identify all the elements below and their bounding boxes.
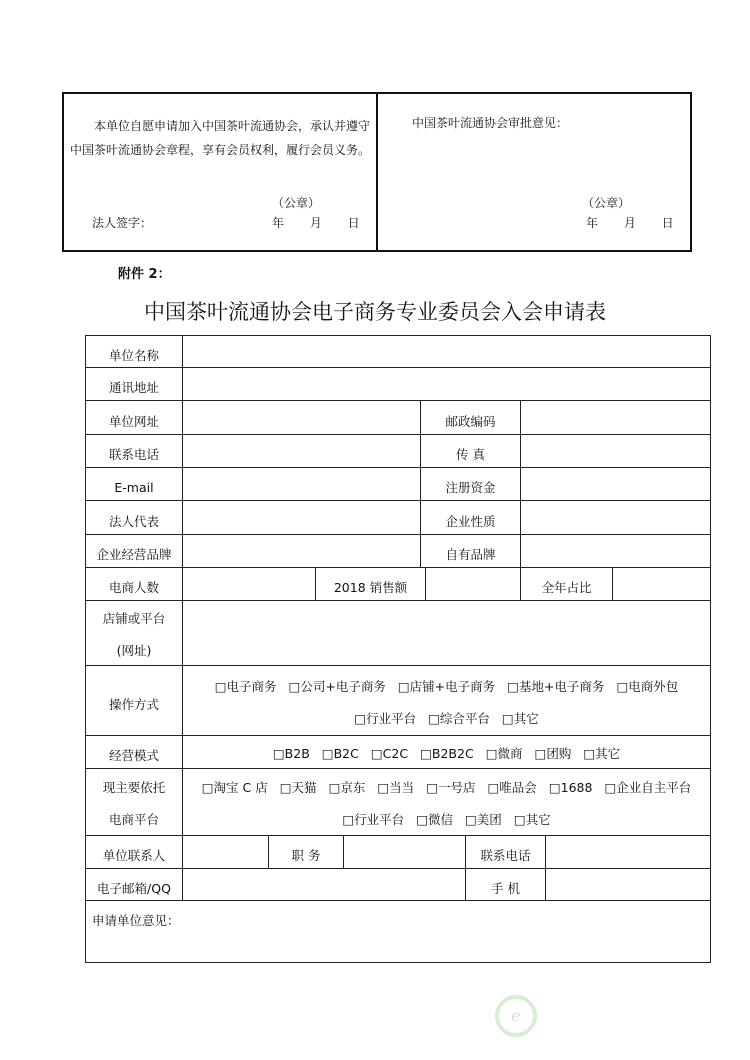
label: 自有品牌 <box>421 535 521 568</box>
label: 联系电话 <box>466 836 546 869</box>
checkbox-option[interactable]: □电商外包 <box>616 678 679 694</box>
label: 传 真 <box>421 435 521 468</box>
approval-section <box>378 94 690 250</box>
checkbox-option[interactable]: □电子商务 <box>214 678 277 694</box>
checkbox-option[interactable]: □一号店 <box>426 780 476 795</box>
label <box>86 769 183 836</box>
declaration-box <box>62 92 692 252</box>
label <box>86 601 183 666</box>
checkbox-option[interactable]: □综合平台 <box>428 710 490 726</box>
label: 全年占比 <box>521 568 613 601</box>
shop-field[interactable] <box>183 601 711 666</box>
form-title: 中国茶叶流通协会电子商务专业委员会入会申请表 <box>144 300 606 324</box>
own-brand-field[interactable] <box>521 535 711 568</box>
sales-field[interactable] <box>426 568 521 601</box>
checkbox-option[interactable]: □基地+电子商务 <box>507 678 605 694</box>
checkbox-option[interactable]: □天猫 <box>279 780 317 795</box>
checkbox-option[interactable]: □行业平台 <box>354 710 417 726</box>
application-form <box>85 335 711 963</box>
label: 电子邮箱/QQ <box>86 869 183 901</box>
checkbox-option[interactable]: □B2B <box>272 746 310 761</box>
checkbox-option[interactable]: □C2C <box>370 746 409 761</box>
watermark-logo-icon: ℯ <box>495 995 537 1037</box>
label-line: 现主要依托 <box>102 780 166 795</box>
checkbox-option[interactable]: □B2B2C <box>420 746 474 761</box>
staff-field[interactable] <box>183 568 316 601</box>
contact-phone-field[interactable] <box>546 836 711 869</box>
mobile-field[interactable] <box>546 869 711 901</box>
checkbox-option[interactable]: □企业自主平台 <box>604 780 692 795</box>
label: 法人代表 <box>86 501 183 535</box>
checkbox-option[interactable]: □当当 <box>377 780 415 795</box>
position-field[interactable] <box>344 836 466 869</box>
ratio-field[interactable] <box>613 568 711 601</box>
capital-field[interactable] <box>521 468 711 501</box>
label: 企业经营品牌 <box>86 535 183 568</box>
checkbox-option[interactable]: □其它 <box>513 812 551 827</box>
checkbox-option[interactable]: □行业平台 <box>342 812 405 827</box>
email-field[interactable] <box>183 468 421 501</box>
checkbox-option[interactable]: □公司+电子商务 <box>288 678 386 694</box>
label: 2018 销售额 <box>316 568 426 601</box>
applicant-section <box>64 94 378 250</box>
label: 手 机 <box>466 869 546 901</box>
signature-label: 法人签字： <box>92 216 153 230</box>
label: 单位网址 <box>86 401 183 435</box>
label: 职 务 <box>269 836 344 869</box>
website-field[interactable] <box>183 401 421 435</box>
operation-options <box>183 666 711 736</box>
checkbox-option[interactable]: □微商 <box>485 746 523 761</box>
checkbox-option[interactable]: □唯品会 <box>487 780 537 795</box>
legal-rep-field[interactable] <box>183 501 421 535</box>
checkbox-option[interactable]: □美团 <box>465 812 502 827</box>
label: 申请单位意见： <box>92 913 180 928</box>
checkbox-option[interactable]: □团购 <box>534 746 572 761</box>
unit-name-field[interactable] <box>183 336 711 368</box>
address-field[interactable] <box>183 368 711 401</box>
checkbox-option[interactable]: □B2C <box>321 746 359 761</box>
label: 企业性质 <box>421 501 521 535</box>
checkbox-option[interactable]: □其它 <box>501 710 539 726</box>
approval-date: 年 月 日 <box>586 216 674 230</box>
checkbox-option[interactable]: □店铺+电子商务 <box>397 678 496 694</box>
checkbox-option[interactable]: □1688 <box>548 780 593 795</box>
phone-field[interactable] <box>183 435 421 468</box>
postcode-field[interactable] <box>521 401 711 435</box>
checkbox-option[interactable]: □其它 <box>583 746 621 761</box>
label-line: (网址) <box>116 643 152 658</box>
opinion-field[interactable] <box>86 901 711 963</box>
platform-options <box>183 769 711 836</box>
label: 联系电话 <box>86 435 183 468</box>
label-line: 店铺或平台 <box>102 611 166 626</box>
label: 通讯地址 <box>86 368 183 401</box>
checkbox-option[interactable]: □淘宝 C 店 <box>201 780 268 795</box>
approval-label: 中国茶叶流通协会审批意见： <box>412 116 569 130</box>
checkbox-option[interactable]: □京东 <box>328 780 366 795</box>
seal-label: （公章） <box>272 196 321 210</box>
label: 经营模式 <box>86 736 183 769</box>
declaration-text: 本单位自愿申请加入中国茶叶流通协会，承认并遵守中国茶叶流通协会章程，享有会员权利，履行会员义务。 <box>70 119 371 157</box>
model-options <box>183 736 711 769</box>
date-label: 年 月 日 <box>272 216 360 230</box>
checkbox-option[interactable]: □微信 <box>416 812 453 827</box>
contact-field[interactable] <box>183 836 269 869</box>
label: 邮政编码 <box>421 401 521 435</box>
approval-seal: （公章） <box>582 196 631 210</box>
label: 操作方式 <box>86 666 183 736</box>
label: 单位联系人 <box>86 836 183 869</box>
label: 单位名称 <box>86 336 183 368</box>
label: 注册资金 <box>421 468 521 501</box>
label: E-mail <box>86 468 183 501</box>
label: 电商人数 <box>86 568 183 601</box>
nature-field[interactable] <box>521 501 711 535</box>
email-qq-field[interactable] <box>183 869 466 901</box>
fax-field[interactable] <box>521 435 711 468</box>
label-line: 电商平台 <box>108 812 159 827</box>
brand-field[interactable] <box>183 535 421 568</box>
attachment-label: 附件 2： <box>118 267 171 282</box>
